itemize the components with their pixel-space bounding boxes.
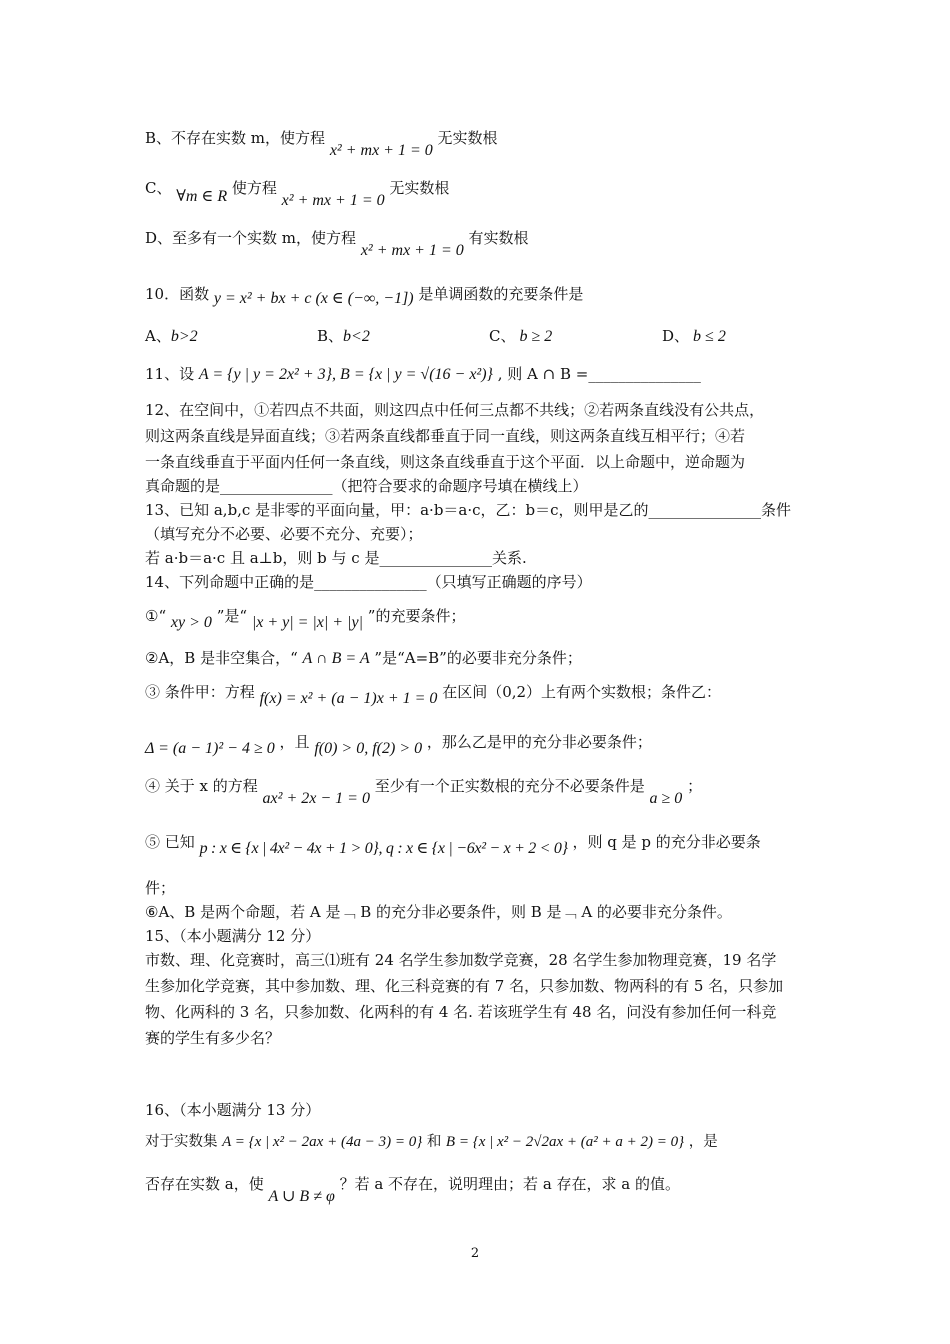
question-16-header: 16、（本小题满分 13 分） bbox=[145, 1101, 321, 1119]
q14-item-5-line-2: 件； bbox=[145, 879, 176, 897]
question-15-header: 15、（本小题满分 12 分） bbox=[145, 927, 321, 945]
question-13-line-2: （填写充分不必要、必要不充分、充要）； bbox=[145, 525, 423, 543]
q14-item-3-line-2: Δ = (a − 1)² − 4 ≥ 0 ，且 f(0) > 0, f(2) > 0 ，那么乙是甲的充分非必要条件； bbox=[145, 733, 652, 757]
question-12-line-2: 则这两条直线是异面直线；③若两条直线都垂直于同一直线，则这两条直线互相平行；④若 bbox=[145, 427, 746, 445]
question-15-line-3: 物、化两科的 3 名，只参加数、化两科的有 4 名. 若该班学生有 48 名，问没有参加任何一科竞 bbox=[145, 1003, 777, 1021]
question-10: 10．函数 y = x² + bx + c (x ∈ (−∞, −1]) 是单调函数的充要条件是 bbox=[145, 285, 584, 307]
question-12-line-3: 一条直线垂直于平面内任何一条直线，则这条直线垂直于这个平面．以上命题中，逆命题为 bbox=[145, 453, 746, 471]
q10-option-d: D、 b ≤ 2 bbox=[662, 327, 726, 345]
q14-item-4: ④ 关于 x 的方程 ax² + 2x − 1 = 0 至少有一个正实数根的充分不必要条件是 a ≥ 0 ； bbox=[145, 777, 703, 807]
q14-item-5-line-1: ⑤ 已知 p : x ∈ {x | 4x² − 4x + 1 > 0}, q : x ∈ {x | −6x² − x + 2 < 0} ，则 q 是 p 的充分非必要条 bbox=[145, 833, 761, 857]
question-16-line-1: 对于实数集 A = {x | x² − 2ax + (4a − 3) = 0} 和 B = {x | x² − 2√2ax + (a² + a + 2) = 0} ，是 bbox=[145, 1134, 718, 1150]
q14-item-1: ①“ xy > 0 ”是“ |x + y| = |x| + |y| ”的充要条件； bbox=[145, 607, 466, 631]
question-13-line-3: 若 a·b＝a·c 且 a⊥b，则 b 与 c 是_______________关系. bbox=[145, 549, 527, 567]
question-13-line-1: 13、已知 a,b,c 是非零的平面向量，甲：a·b＝a·c，乙：b＝c，则甲是乙的_______________条件 bbox=[145, 501, 792, 519]
q10-option-c: C、 b ≥ 2 bbox=[489, 327, 553, 345]
question-14: 14、下列命题中正确的是_______________（只填写正确题的序号） bbox=[145, 573, 592, 591]
page-number: 2 bbox=[470, 1246, 480, 1261]
question-12-line-4: 真命题的是_______________（把符合要求的命题序号填在横线上） bbox=[145, 477, 588, 495]
q9-option-b: B、不存在实数 m，使方程 x² + mx + 1 = 0 无实数根 bbox=[145, 129, 498, 159]
question-12-line-1: 12、在空间中，①若四点不共面，则这四点中任何三点都不共线；②若两条直线没有公共点， bbox=[145, 401, 765, 419]
q10-option-a: A、b>2 bbox=[145, 327, 198, 345]
q9-option-d: D、至多有一个实数 m，使方程 x² + mx + 1 = 0 有实数根 bbox=[145, 229, 529, 259]
q14-item-2: ②A，B 是非空集合，“ A ∩ B = A ”是“A=B”的必要非充分条件； bbox=[145, 649, 582, 667]
q14-item-3-line-1: ③ 条件甲：方程 f(x) = x² + (a − 1)x + 1 = 0 在区间（0,2）上有两个实数根；条件乙： bbox=[145, 683, 722, 707]
question-15-line-4: 赛的学生有多少名？ bbox=[145, 1029, 281, 1047]
question-15-line-1: 市数、理、化竞赛时，高三⑴班有 24 名学生参加数学竞赛，28 名学生参加物理竞赛，19 名学 bbox=[145, 951, 777, 969]
q10-option-b: B、b<2 bbox=[317, 327, 370, 345]
question-15-line-2: 生参加化学竞赛，其中参加数、理、化三科竞赛的有 7 名，只参加数、物两科的有 5 名，只参加 bbox=[145, 977, 784, 995]
question-16-line-2: 否存在实数 a，使 A ∪ B ≠ φ ？若 a 不存在，说明理由；若 a 存在，求 a 的值。 bbox=[145, 1175, 681, 1205]
q14-item-6: ⑥A、B 是两个命题，若 A 是﹁ B 的充分非必要条件，则 B 是﹁ A 的必要非充分条件。 bbox=[145, 903, 732, 921]
question-11: 11、设 A = {y | y = 2x² + 3}, B = {x | y = √(16 − x²)} , 则 A ∩ B =_______________ bbox=[145, 365, 701, 383]
q9-option-c: C、 ∀m ∈ R 使方程 x² + mx + 1 = 0 无实数根 bbox=[145, 179, 450, 209]
